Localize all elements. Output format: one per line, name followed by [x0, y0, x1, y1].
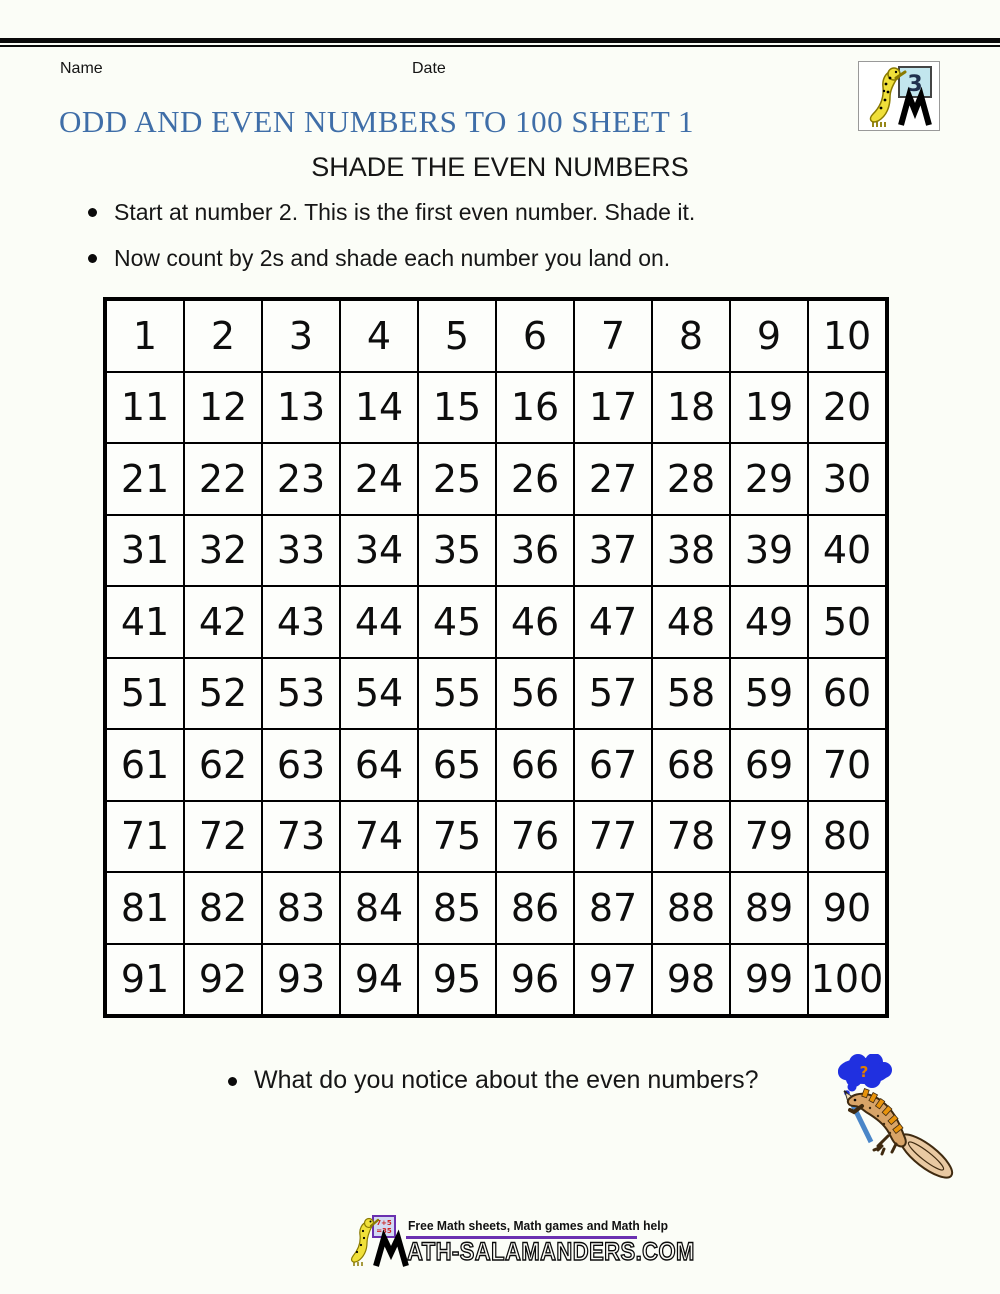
grid-cell-81[interactable]: 81 — [106, 872, 184, 944]
number-grid — [103, 297, 889, 1018]
bullet-icon — [228, 1077, 237, 1086]
grid-cell-92[interactable]: 92 — [184, 944, 262, 1016]
grid-cell-53[interactable]: 53 — [262, 658, 340, 730]
instruction-item — [88, 199, 948, 226]
grid-cell-88[interactable]: 88 — [652, 872, 730, 944]
grid-cell-93[interactable]: 93 — [262, 944, 340, 1016]
grid-cell-55[interactable]: 55 — [418, 658, 496, 730]
grid-cell-42[interactable]: 42 — [184, 586, 262, 658]
grid-cell-70[interactable]: 70 — [808, 729, 886, 801]
grid-cell-96[interactable]: 96 — [496, 944, 574, 1016]
question-text: What do you notice about the even numbers? — [254, 1066, 759, 1094]
top-border-rule-thin — [0, 45, 1000, 47]
footer — [0, 1212, 1000, 1272]
grid-cell-29[interactable]: 29 — [730, 443, 808, 515]
site-logo-badge — [858, 61, 940, 131]
grid-cell-18[interactable]: 18 — [652, 372, 730, 444]
grid-cell-21[interactable]: 21 — [106, 443, 184, 515]
grid-cell-83[interactable]: 83 — [262, 872, 340, 944]
footer-board-line1: 7+5 — [376, 1219, 392, 1227]
grid-cell-57[interactable]: 57 — [574, 658, 652, 730]
grid-cell-72[interactable]: 72 — [184, 801, 262, 873]
grid-cell-94[interactable]: 94 — [340, 944, 418, 1016]
bullet-icon — [88, 208, 97, 217]
grid-cell-54[interactable]: 54 — [340, 658, 418, 730]
grid-cell-90[interactable]: 90 — [808, 872, 886, 944]
grid-cell-98[interactable]: 98 — [652, 944, 730, 1016]
grid-cell-33[interactable]: 33 — [262, 515, 340, 587]
grid-cell-12[interactable]: 12 — [184, 372, 262, 444]
badge-board-number: 3 — [907, 72, 923, 97]
footer-site-text: ATH-SALAMANDERS.COM — [407, 1238, 695, 1266]
grid-cell-31[interactable]: 31 — [106, 515, 184, 587]
instruction-text: Now count by 2s and shade each number you land on. — [114, 245, 671, 271]
grid-cell-37[interactable]: 37 — [574, 515, 652, 587]
thinking-salamander-icon — [826, 1054, 978, 1190]
question-row — [228, 1066, 759, 1095]
grid-cell-77[interactable]: 77 — [574, 801, 652, 873]
grid-cell-73[interactable]: 73 — [262, 801, 340, 873]
grid-cell-76[interactable]: 76 — [496, 801, 574, 873]
grid-cell-91[interactable]: 91 — [106, 944, 184, 1016]
grid-cell-51[interactable]: 51 — [106, 658, 184, 730]
grid-cell-47[interactable]: 47 — [574, 586, 652, 658]
grid-cell-69[interactable]: 69 — [730, 729, 808, 801]
grid-cell-32[interactable]: 32 — [184, 515, 262, 587]
salamander-easel-icon — [859, 62, 939, 130]
grid-cell-9[interactable]: 9 — [730, 300, 808, 372]
grid-cell-60[interactable]: 60 — [808, 658, 886, 730]
instruction-list — [88, 199, 948, 291]
grid-cell-15[interactable]: 15 — [418, 372, 496, 444]
svg-text:?: ? — [859, 1063, 869, 1081]
grid-cell-38[interactable]: 38 — [652, 515, 730, 587]
grid-cell-43[interactable]: 43 — [262, 586, 340, 658]
grid-cell-59[interactable]: 59 — [730, 658, 808, 730]
grid-cell-89[interactable]: 89 — [730, 872, 808, 944]
grid-cell-82[interactable]: 82 — [184, 872, 262, 944]
grid-cell-16[interactable]: 16 — [496, 372, 574, 444]
grid-cell-13[interactable]: 13 — [262, 372, 340, 444]
grid-cell-71[interactable]: 71 — [106, 801, 184, 873]
grid-cell-36[interactable]: 36 — [496, 515, 574, 587]
grid-cell-25[interactable]: 25 — [418, 443, 496, 515]
grid-cell-64[interactable]: 64 — [340, 729, 418, 801]
top-border-rule — [0, 38, 1000, 43]
grid-cell-10[interactable]: 10 — [808, 300, 886, 372]
grid-cell-61[interactable]: 61 — [106, 729, 184, 801]
grid-cell-11[interactable]: 11 — [106, 372, 184, 444]
grid-cell-75[interactable]: 75 — [418, 801, 496, 873]
grid-cell-79[interactable]: 79 — [730, 801, 808, 873]
grid-cell-85[interactable]: 85 — [418, 872, 496, 944]
grid-cell-19[interactable]: 19 — [730, 372, 808, 444]
date-label: Date — [412, 60, 446, 77]
grid-cell-8[interactable]: 8 — [652, 300, 730, 372]
grid-cell-52[interactable]: 52 — [184, 658, 262, 730]
grid-cell-44[interactable]: 44 — [340, 586, 418, 658]
grid-cell-14[interactable]: 14 — [340, 372, 418, 444]
grid-cell-34[interactable]: 34 — [340, 515, 418, 587]
grid-cell-63[interactable]: 63 — [262, 729, 340, 801]
grid-cell-97[interactable]: 97 — [574, 944, 652, 1016]
instruction-item — [88, 245, 948, 272]
grid-cell-65[interactable]: 65 — [418, 729, 496, 801]
subtitle: SHADE THE EVEN NUMBERS — [311, 152, 689, 182]
footer-board-line2: =35 — [376, 1227, 392, 1235]
footer-tagline: Free Math sheets, Math games and Math help — [408, 1218, 668, 1233]
grid-cell-7[interactable]: 7 — [574, 300, 652, 372]
grid-cell-40[interactable]: 40 — [808, 515, 886, 587]
grid-cell-3[interactable]: 3 — [262, 300, 340, 372]
grid-cell-35[interactable]: 35 — [418, 515, 496, 587]
bullet-icon — [88, 254, 97, 263]
grid-cell-2[interactable]: 2 — [184, 300, 262, 372]
grid-cell-26[interactable]: 26 — [496, 443, 574, 515]
grid-cell-86[interactable]: 86 — [496, 872, 574, 944]
grid-cell-87[interactable]: 87 — [574, 872, 652, 944]
grid-cell-1[interactable]: 1 — [106, 300, 184, 372]
grid-cell-48[interactable]: 48 — [652, 586, 730, 658]
grid-cell-30[interactable]: 30 — [808, 443, 886, 515]
grid-cell-17[interactable]: 17 — [574, 372, 652, 444]
grid-cell-23[interactable]: 23 — [262, 443, 340, 515]
grid-cell-6[interactable]: 6 — [496, 300, 574, 372]
grid-cell-56[interactable]: 56 — [496, 658, 574, 730]
grid-cell-58[interactable]: 58 — [652, 658, 730, 730]
grid-cell-49[interactable]: 49 — [730, 586, 808, 658]
grid-cell-84[interactable]: 84 — [340, 872, 418, 944]
grid-cell-50[interactable]: 50 — [808, 586, 886, 658]
grid-cell-100[interactable]: 100 — [808, 944, 886, 1016]
grid-cell-22[interactable]: 22 — [184, 443, 262, 515]
grid-cell-78[interactable]: 78 — [652, 801, 730, 873]
grid-cell-4[interactable]: 4 — [340, 300, 418, 372]
grid-cell-66[interactable]: 66 — [496, 729, 574, 801]
grid-cell-74[interactable]: 74 — [340, 801, 418, 873]
grid-cell-5[interactable]: 5 — [418, 300, 496, 372]
name-label: Name — [60, 60, 103, 77]
grid-cell-67[interactable]: 67 — [574, 729, 652, 801]
grid-cell-28[interactable]: 28 — [652, 443, 730, 515]
page-title: ODD AND EVEN NUMBERS TO 100 SHEET 1 — [59, 104, 694, 139]
grid-cell-20[interactable]: 20 — [808, 372, 886, 444]
grid-cell-39[interactable]: 39 — [730, 515, 808, 587]
grid-cell-62[interactable]: 62 — [184, 729, 262, 801]
grid-cell-68[interactable]: 68 — [652, 729, 730, 801]
instruction-text: Start at number 2. This is the first even number. Shade it. — [114, 199, 696, 225]
grid-cell-95[interactable]: 95 — [418, 944, 496, 1016]
grid-cell-80[interactable]: 80 — [808, 801, 886, 873]
grid-cell-41[interactable]: 41 — [106, 586, 184, 658]
grid-cell-24[interactable]: 24 — [340, 443, 418, 515]
grid-cell-46[interactable]: 46 — [496, 586, 574, 658]
grid-cell-27[interactable]: 27 — [574, 443, 652, 515]
grid-cell-45[interactable]: 45 — [418, 586, 496, 658]
grid-cell-99[interactable]: 99 — [730, 944, 808, 1016]
